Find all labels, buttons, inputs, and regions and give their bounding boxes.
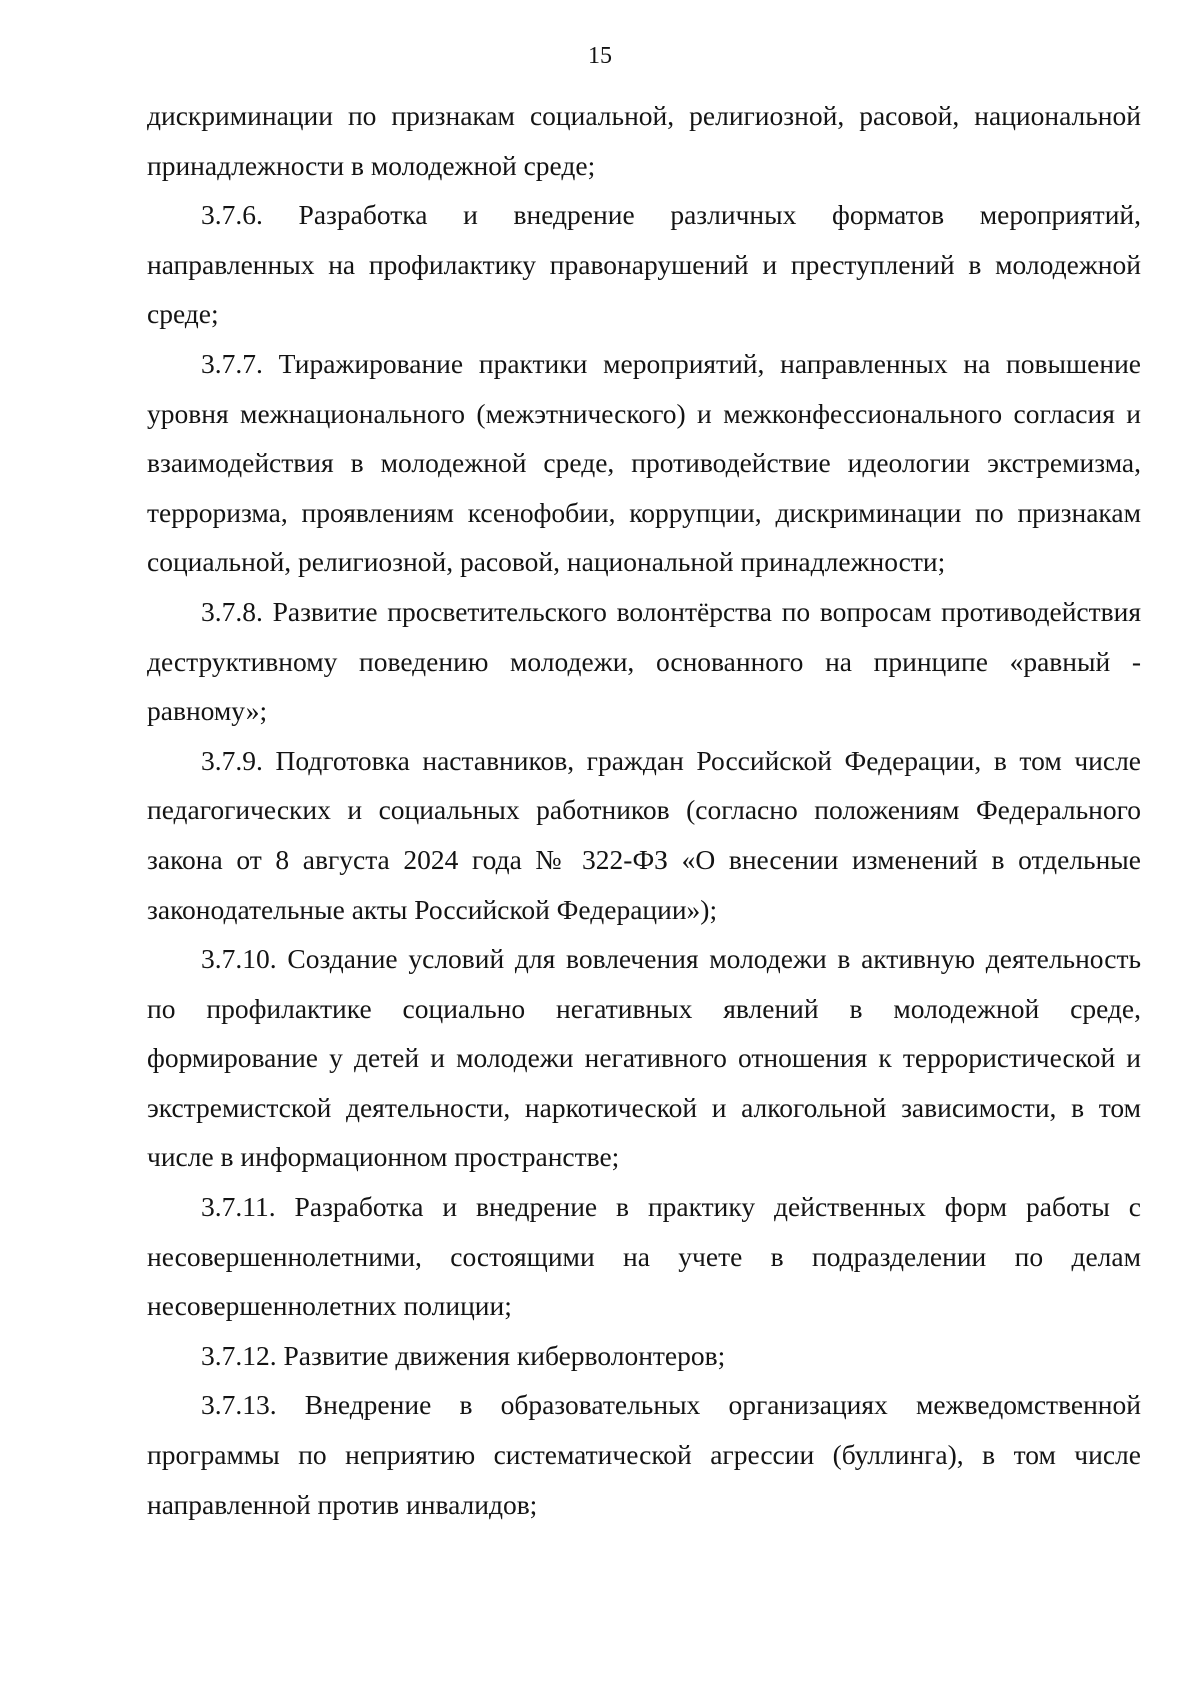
paragraph-3-7-7: 3.7.7. Тиражирование практики мероприятий, направленных на повышение уровня межнационального (межэтнического) и межконфессионального согласия и взаимодействия в молодежной среде, противодействие идеологии экстремизма, терроризма, проявлениям ксенофобии, коррупции, дискриминации по признакам социальной, религиозной, расовой, национальной принадлежности; xyxy=(147,347,1141,578)
paragraph-3-7-9: 3.7.9. Подготовка наставников, граждан Российской Федерации, в том числе педагогических и социальных работников (согласно положениям Федерального закона от 8 августа 2024 года № 322-ФЗ «О внесении изменений в отдельные законодательные акты Российской Федерации»); xyxy=(147,744,1141,925)
paragraph-continuation: дискриминации по признакам социальной, религиозной, расовой, национальной принадлежности в молодежной среде; xyxy=(147,100,1141,181)
page-number: 15 xyxy=(588,43,612,69)
paragraph-3-7-10: 3.7.10. Создание условий для вовлечения молодежи в активную деятельность по профилактике социально негативных явлений в молодежной среде, формирование у детей и молодежи негативного отношения к террористической и экстремистской деятельности, наркотической и алкогольной зависимости, в том числе в информационном пространстве; xyxy=(147,943,1141,1173)
paragraph-3-7-6: 3.7.6. Разработка и внедрение различных форматов мероприятий, направленных на профилактику правонарушений и преступлений в молодежной среде; xyxy=(147,199,1141,330)
paragraph-3-7-8: 3.7.8. Развитие просветительского волонтёрства по вопросам противодействия деструктивному поведению молодежи, основанного на принципе «равный - равному»; xyxy=(147,595,1141,727)
paragraph-3-7-13: 3.7.13. Внедрение в образовательных организациях межведомственной программы по неприятию систематической агрессии (буллинга), в том числе направленной против инвалидов; xyxy=(147,1389,1141,1520)
paragraph-3-7-12: 3.7.12. Развитие движения киберволонтеров; xyxy=(201,1339,726,1371)
document-body xyxy=(147,91,1141,1529)
paragraph-3-7-11: 3.7.11. Разработка и внедрение в практику действенных форм работы с несовершеннолетними, состоящими на учете в подразделении по делам несовершеннолетних полиции; xyxy=(147,1191,1141,1322)
